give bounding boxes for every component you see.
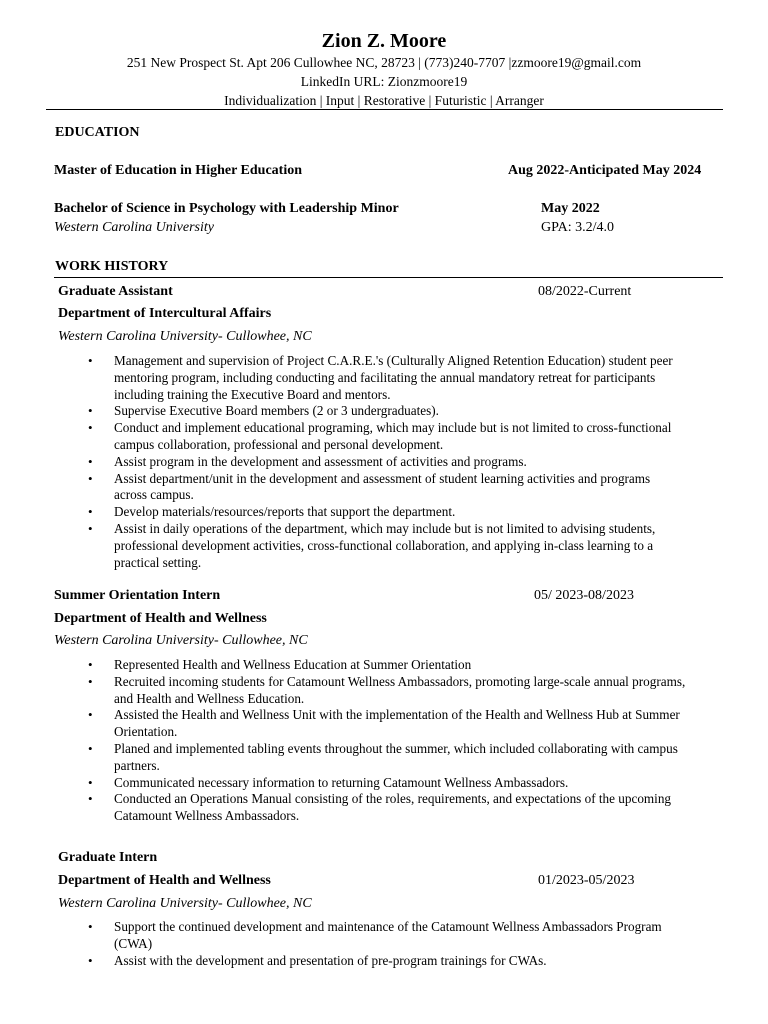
resume-header [0, 29, 768, 110]
contact-info: 251 New Prospect St. Apt 206 Cullowhee NC, 28723 | (773)240-7707 |zzmoore19@gmail.com [126, 55, 642, 70]
job-date: 05/ 2023-08/2023 [534, 588, 634, 603]
job-title: Summer Orientation Intern [54, 588, 221, 603]
work-history-heading: WORK HISTORY [55, 259, 169, 274]
work-history-divider [54, 277, 723, 278]
list-item: • Assist in daily operations of the department, which may include but is not limited to advising students, professional development activities, cross-functional collaboration, and applying in-class learning to a practical setting. [86, 521, 686, 571]
job-duties-list [86, 353, 686, 571]
list-item: • Represented Health and Wellness Education at Summer Orientation [86, 657, 686, 674]
list-item: • Assist with the development and presentation of pre-program trainings for CWAs. [86, 953, 686, 970]
list-item: • Management and supervision of Project C.A.R.E.'s (Culturally Aligned Retention Education) student peer mentoring program, including conducting and facilitating the annual mandatory retreat for participants including training the Executive Board and mentors. [86, 353, 686, 403]
job-date: 01/2023-05/2023 [538, 873, 635, 888]
job-department: Department of Health and Wellness [54, 611, 267, 626]
bachelors-school: Western Carolina University [54, 220, 214, 235]
list-item: • Support the continued development and maintenance of the Catamount Wellness Ambassadors Program (CWA) [86, 919, 686, 953]
job-duties-list [86, 919, 686, 969]
job-department: Department of Intercultural Affairs [58, 306, 272, 321]
list-item: • Conducted an Operations Manual consisting of the roles, requirements, and expectations of the upcoming Catamount Wellness Ambassadors. [86, 791, 686, 825]
linkedin-url: LinkedIn URL: Zionzmoore19 [300, 74, 468, 89]
list-item: • Assisted the Health and Wellness Unit with the implementation of the Health and Wellness Hub at Summer Orientation. [86, 707, 686, 741]
list-item: • Communicated necessary information to returning Catamount Wellness Ambassadors. [86, 775, 686, 792]
job-department: Department of Health and Wellness [58, 873, 271, 888]
bachelors-gpa: GPA: 3.2/4.0 [541, 220, 615, 235]
job-date: 08/2022-Current [538, 284, 632, 299]
list-item: • Supervise Executive Board members (2 or 3 undergraduates). [86, 403, 686, 420]
job-title: Graduate Assistant [58, 284, 173, 299]
degree-bachelors: Bachelor of Science in Psychology with Leadership Minor [54, 201, 399, 216]
list-item: • Recruited incoming students for Catamount Wellness Ambassadors, promoting large-scale annual programs, and Health and Wellness Education. [86, 674, 686, 708]
job-location: Western Carolina University- Cullowhee, NC [58, 329, 312, 344]
list-item: • Assist program in the development and assessment of activities and programs. [86, 454, 686, 471]
degree-bachelors-date: May 2022 [541, 201, 600, 216]
header-divider [46, 109, 723, 110]
degree-masters: Master of Education in Higher Education [54, 163, 303, 178]
strengths-list: Individualization | Input | Restorative | Futuristic | Arranger [224, 93, 544, 108]
list-item: • Develop materials/resources/reports that support the department. [86, 504, 686, 521]
job-duties-list [86, 657, 686, 825]
job-location: Western Carolina University- Cullowhee, NC [58, 896, 312, 911]
list-item: • Conduct and implement educational programing, which may include but is not limited to cross-functional campus collaboration, professional and personal development. [86, 420, 686, 454]
list-item: • Assist department/unit in the development and assessment of student learning activities and programs across campus. [86, 471, 686, 505]
list-item: • Planed and implemented tabling events throughout the summer, which included collaborating with campus partners. [86, 741, 686, 775]
education-heading: EDUCATION [55, 125, 140, 140]
degree-masters-date: Aug 2022-Anticipated May 2024 [508, 163, 702, 178]
job-location: Western Carolina University- Cullowhee, NC [54, 633, 308, 648]
job-title: Graduate Intern [58, 850, 158, 865]
candidate-name: Zion Z. Moore [321, 30, 447, 52]
